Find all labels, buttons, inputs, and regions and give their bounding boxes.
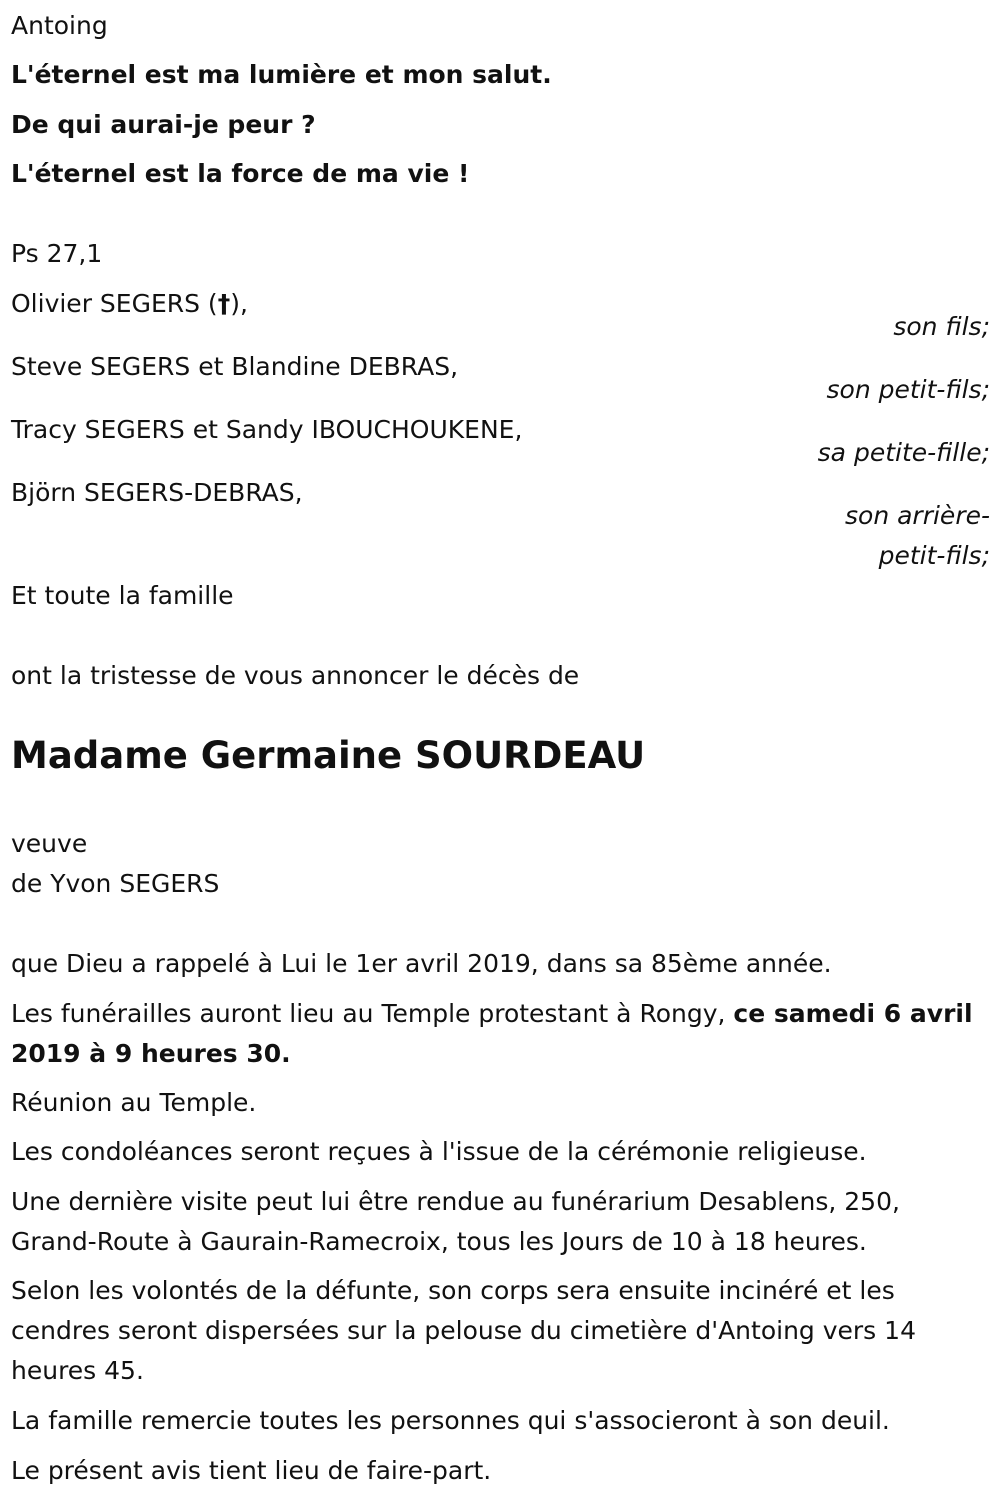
family-member-4-relation-line-1: son arrière- xyxy=(845,501,990,530)
funeral-date: ce samedi 6 avril 2019 à 9 heures 30. xyxy=(11,999,973,1068)
family-member-1-suffix: ), xyxy=(230,289,248,318)
funeral-text: Les funérailles auront lieu au Temple protestant à Rongy, xyxy=(11,999,726,1028)
verse-line-3: L'éternel est la force de ma vie ! xyxy=(11,159,470,188)
death-info-text: que Dieu a rappelé à Lui le 1er avril 2019, dans sa 85ème année. xyxy=(11,949,832,978)
widow-line-1: veuve xyxy=(11,829,88,858)
cross-icon: † xyxy=(217,289,231,318)
cremation-paragraph: Selon les volontés de la défunte, son corps sera ensuite incinéré et les cendres seront dispersées sur la pelouse du cimetière d'Antoing vers 14 heures 45. xyxy=(11,1276,916,1385)
notice-text: Le présent avis tient lieu de faire-part. xyxy=(11,1456,492,1485)
family-member-1-relation: son fils; xyxy=(893,312,990,341)
family-member-4-name: Björn SEGERS-DEBRAS, xyxy=(11,478,303,507)
family-all-text: Et toute la famille xyxy=(11,581,234,610)
visit-paragraph: Une dernière visite peut lui être rendue au funérarium Desablens, 250, Grand-Route à Gaurain-Ramecroix, tous les Jours de 10 à 18 heures. xyxy=(11,1187,900,1256)
verse-reference: Ps 27,1 xyxy=(11,239,103,268)
thanks-text: La famille remercie toutes les personnes qui s'associeront à son deuil. xyxy=(11,1406,890,1435)
widow-line-2: de Yvon SEGERS xyxy=(11,869,220,898)
family-member-3-name: Tracy SEGERS et Sandy IBOUCHOUKENE, xyxy=(11,415,523,444)
condolences-text: Les condoléances seront reçues à l'issue de la cérémonie religieuse. xyxy=(11,1137,867,1166)
family-member-1 xyxy=(11,284,248,324)
family-member-1-name: Olivier SEGERS ( xyxy=(11,289,218,318)
verse-line-1: L'éternel est ma lumière et mon salut. xyxy=(11,60,552,89)
deceased-name: Madame Germaine SOURDEAU xyxy=(11,734,646,777)
meeting-text: Réunion au Temple. xyxy=(11,1088,257,1117)
location-text: Antoing xyxy=(11,11,108,40)
family-member-4-relation-line-2: petit-fils; xyxy=(878,541,990,570)
family-member-2-relation: son petit-fils; xyxy=(826,375,990,404)
family-member-2-name: Steve SEGERS et Blandine DEBRAS, xyxy=(11,352,459,381)
verse-line-2: De qui aurai-je peur ? xyxy=(11,110,316,139)
funeral-paragraph xyxy=(11,994,986,1074)
announcement-text: ont la tristesse de vous annoncer le décès de xyxy=(11,661,580,690)
family-member-3-relation: sa petite-fille; xyxy=(817,438,990,467)
